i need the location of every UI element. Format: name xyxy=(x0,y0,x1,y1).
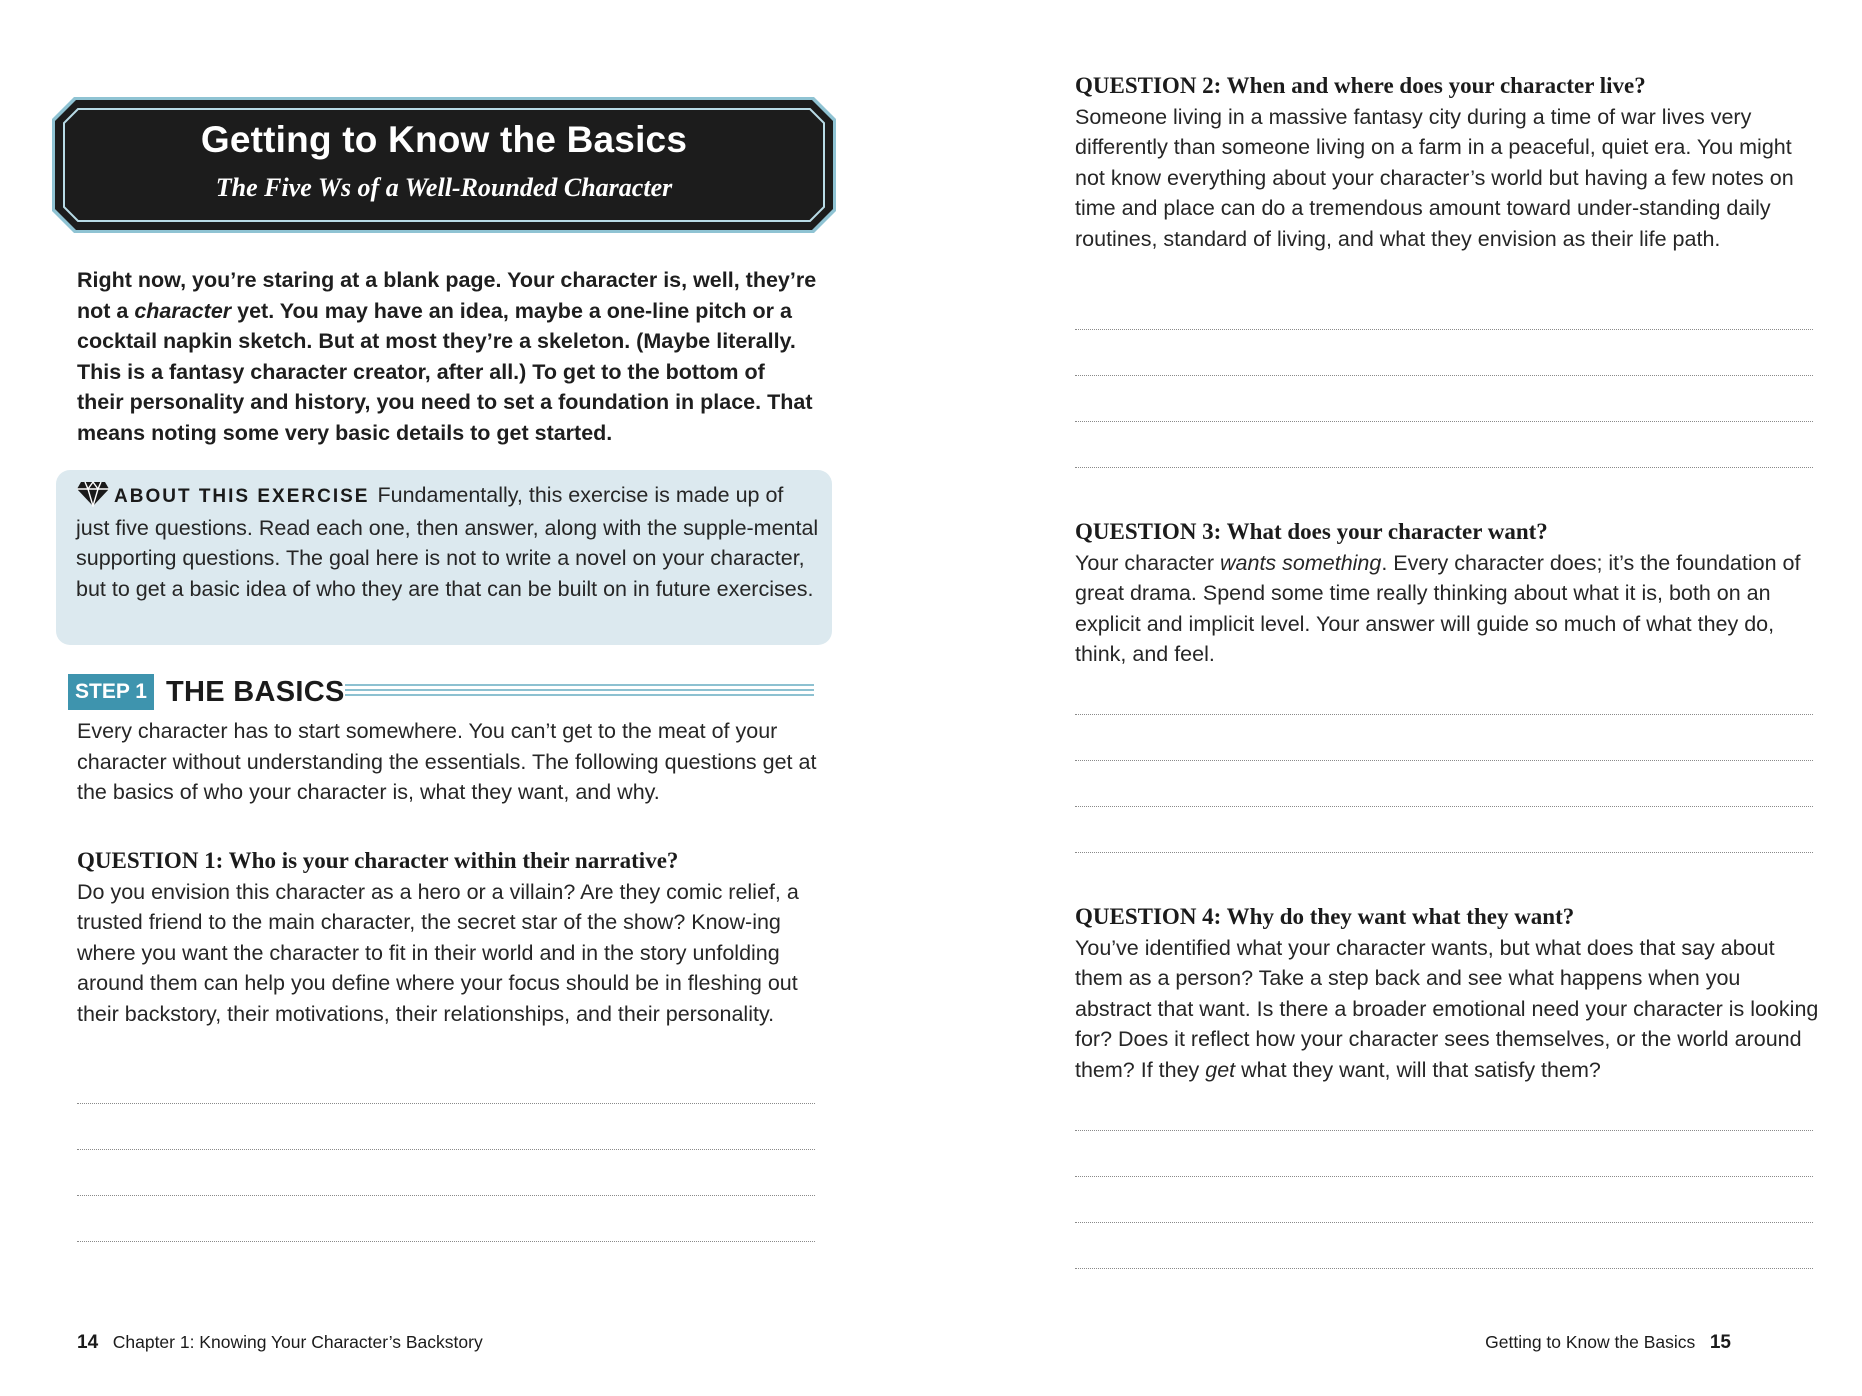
question-4-answer-lines[interactable] xyxy=(1075,1085,1813,1269)
answer-line[interactable] xyxy=(1075,1085,1813,1131)
question-4-body-end: what they want, will that satisfy them? xyxy=(1235,1057,1601,1082)
answer-line[interactable] xyxy=(77,1196,815,1242)
question-4 xyxy=(1075,902,1820,1086)
answer-line[interactable] xyxy=(1075,761,1813,807)
question-2-answer-lines[interactable] xyxy=(1075,284,1813,468)
intro-emphasis: character xyxy=(134,298,232,323)
right-footer xyxy=(1485,1330,1731,1355)
question-2 xyxy=(1075,71,1820,255)
question-3-answer-lines[interactable] xyxy=(1075,669,1813,853)
step-description: Every character has to start somewhere. You can’t get to the meat of your character without understanding the essentials. The following questions get at the basics of who your character is, what they want, and why. xyxy=(77,719,817,805)
answer-line[interactable] xyxy=(1075,1177,1813,1223)
step-decorative-rules xyxy=(345,684,814,702)
about-exercise-label: ABOUT THIS EXERCISE xyxy=(114,486,370,507)
gem-icon xyxy=(76,481,110,507)
answer-line[interactable] xyxy=(77,1058,815,1104)
answer-line[interactable] xyxy=(1075,669,1813,715)
step-badge: STEP 1 xyxy=(68,674,154,710)
question-1-body: Do you envision this character as a hero or a villain? Are they comic relief, a trusted friend to the main character, the secret star of the show? Know-ing where you want the character to fit in their world and in the story unfolding around them can help you define where your focus should be in fleshing out their backstory, their motivations, their relationships, and their personality. xyxy=(77,879,799,1026)
step-header xyxy=(68,674,816,712)
intro-text-end: yet. You may have an idea, maybe a one-line pitch or a cocktail napkin sketch. But at most they’re a skeleton. (Maybe literally. This is a fantasy character creator, after all.) To get to the bottom of their personality and history, you need to set a foundation in place. That means noting some very basic details to get started. xyxy=(77,298,813,445)
question-1-answer-lines[interactable] xyxy=(77,1058,815,1242)
answer-line[interactable] xyxy=(1075,1223,1813,1269)
about-exercise-box xyxy=(56,470,832,645)
right-page-number: 15 xyxy=(1709,1332,1731,1353)
answer-line[interactable] xyxy=(77,1150,815,1196)
banner-frame xyxy=(52,97,836,233)
question-3-heading: QUESTION 3: What does your character want? xyxy=(1075,519,1548,544)
answer-line[interactable] xyxy=(1075,715,1813,761)
question-3-body-end: . Every character does; it’s the foundation of great drama. Spend some time really thinking about what it is, both on an explicit and implicit level. Your answer will guide so much of what they do, think, and feel. xyxy=(1075,550,1801,667)
banner-subtitle: The Five Ws of a Well-Rounded Character xyxy=(215,173,673,202)
question-3-emphasis: wants something xyxy=(1220,550,1382,575)
answer-line[interactable] xyxy=(1075,1131,1813,1177)
about-exercise-body: Fundamentally, this exercise is made up of just five questions. Read each one, then answer, along with the supple-mental supporting questions. The goal here is not to write a novel on your character, but to get a basic idea of who they are that can be built on in future exercises. xyxy=(76,483,819,601)
left-footer xyxy=(77,1330,483,1355)
question-4-body-start: You’ve identified what your character wants, but what does that say about them as a person? Take a step back and see what happens when you abstract that want. Is there a broader emotional need your character is looking for? Does it reflect how your character sees themselves, or the world around them? If they xyxy=(1075,935,1819,1082)
answer-line[interactable] xyxy=(1075,284,1813,330)
right-page xyxy=(931,0,1862,1396)
question-4-emphasis: get xyxy=(1205,1057,1236,1082)
answer-line[interactable] xyxy=(1075,422,1813,468)
question-2-heading: QUESTION 2: When and where does your character live? xyxy=(1075,73,1646,98)
answer-line[interactable] xyxy=(1075,376,1813,422)
chapter-banner xyxy=(52,97,836,233)
question-4-body xyxy=(1075,933,1820,1086)
question-2-body: Someone living in a massive fantasy city during a time of war lives very differently than someone living on a farm in a peaceful, quiet era. You might not know everything about your character’s world but having a few notes on time and place can do a tremendous amount toward under-standing daily routines, standard of living, and what they envision as their life path. xyxy=(1075,104,1794,251)
answer-line[interactable] xyxy=(1075,807,1813,853)
question-3-body-start: Your character xyxy=(1075,550,1221,575)
intro-text-start: Right now, you’re staring at a blank page. Your character is, well, they’re not a xyxy=(77,268,817,323)
step-title: THE BASICS xyxy=(166,676,345,708)
question-3 xyxy=(1075,517,1820,670)
left-running-head: Chapter 1: Knowing Your Character’s Backstory xyxy=(112,1332,483,1352)
question-1-heading: QUESTION 1: Who is your character within their narrative? xyxy=(77,848,679,873)
banner-title: Getting to Know the Basics xyxy=(200,119,688,160)
question-1 xyxy=(77,846,822,1030)
right-running-head: Getting to Know the Basics xyxy=(1485,1332,1696,1352)
question-3-body xyxy=(1075,548,1820,670)
question-4-heading: QUESTION 4: Why do they want what they want? xyxy=(1075,904,1575,929)
about-exercise-text xyxy=(76,480,821,604)
answer-line[interactable] xyxy=(1075,330,1813,376)
answer-line[interactable] xyxy=(77,1104,815,1150)
left-page-number: 14 xyxy=(77,1332,99,1353)
intro-paragraph xyxy=(77,265,817,449)
